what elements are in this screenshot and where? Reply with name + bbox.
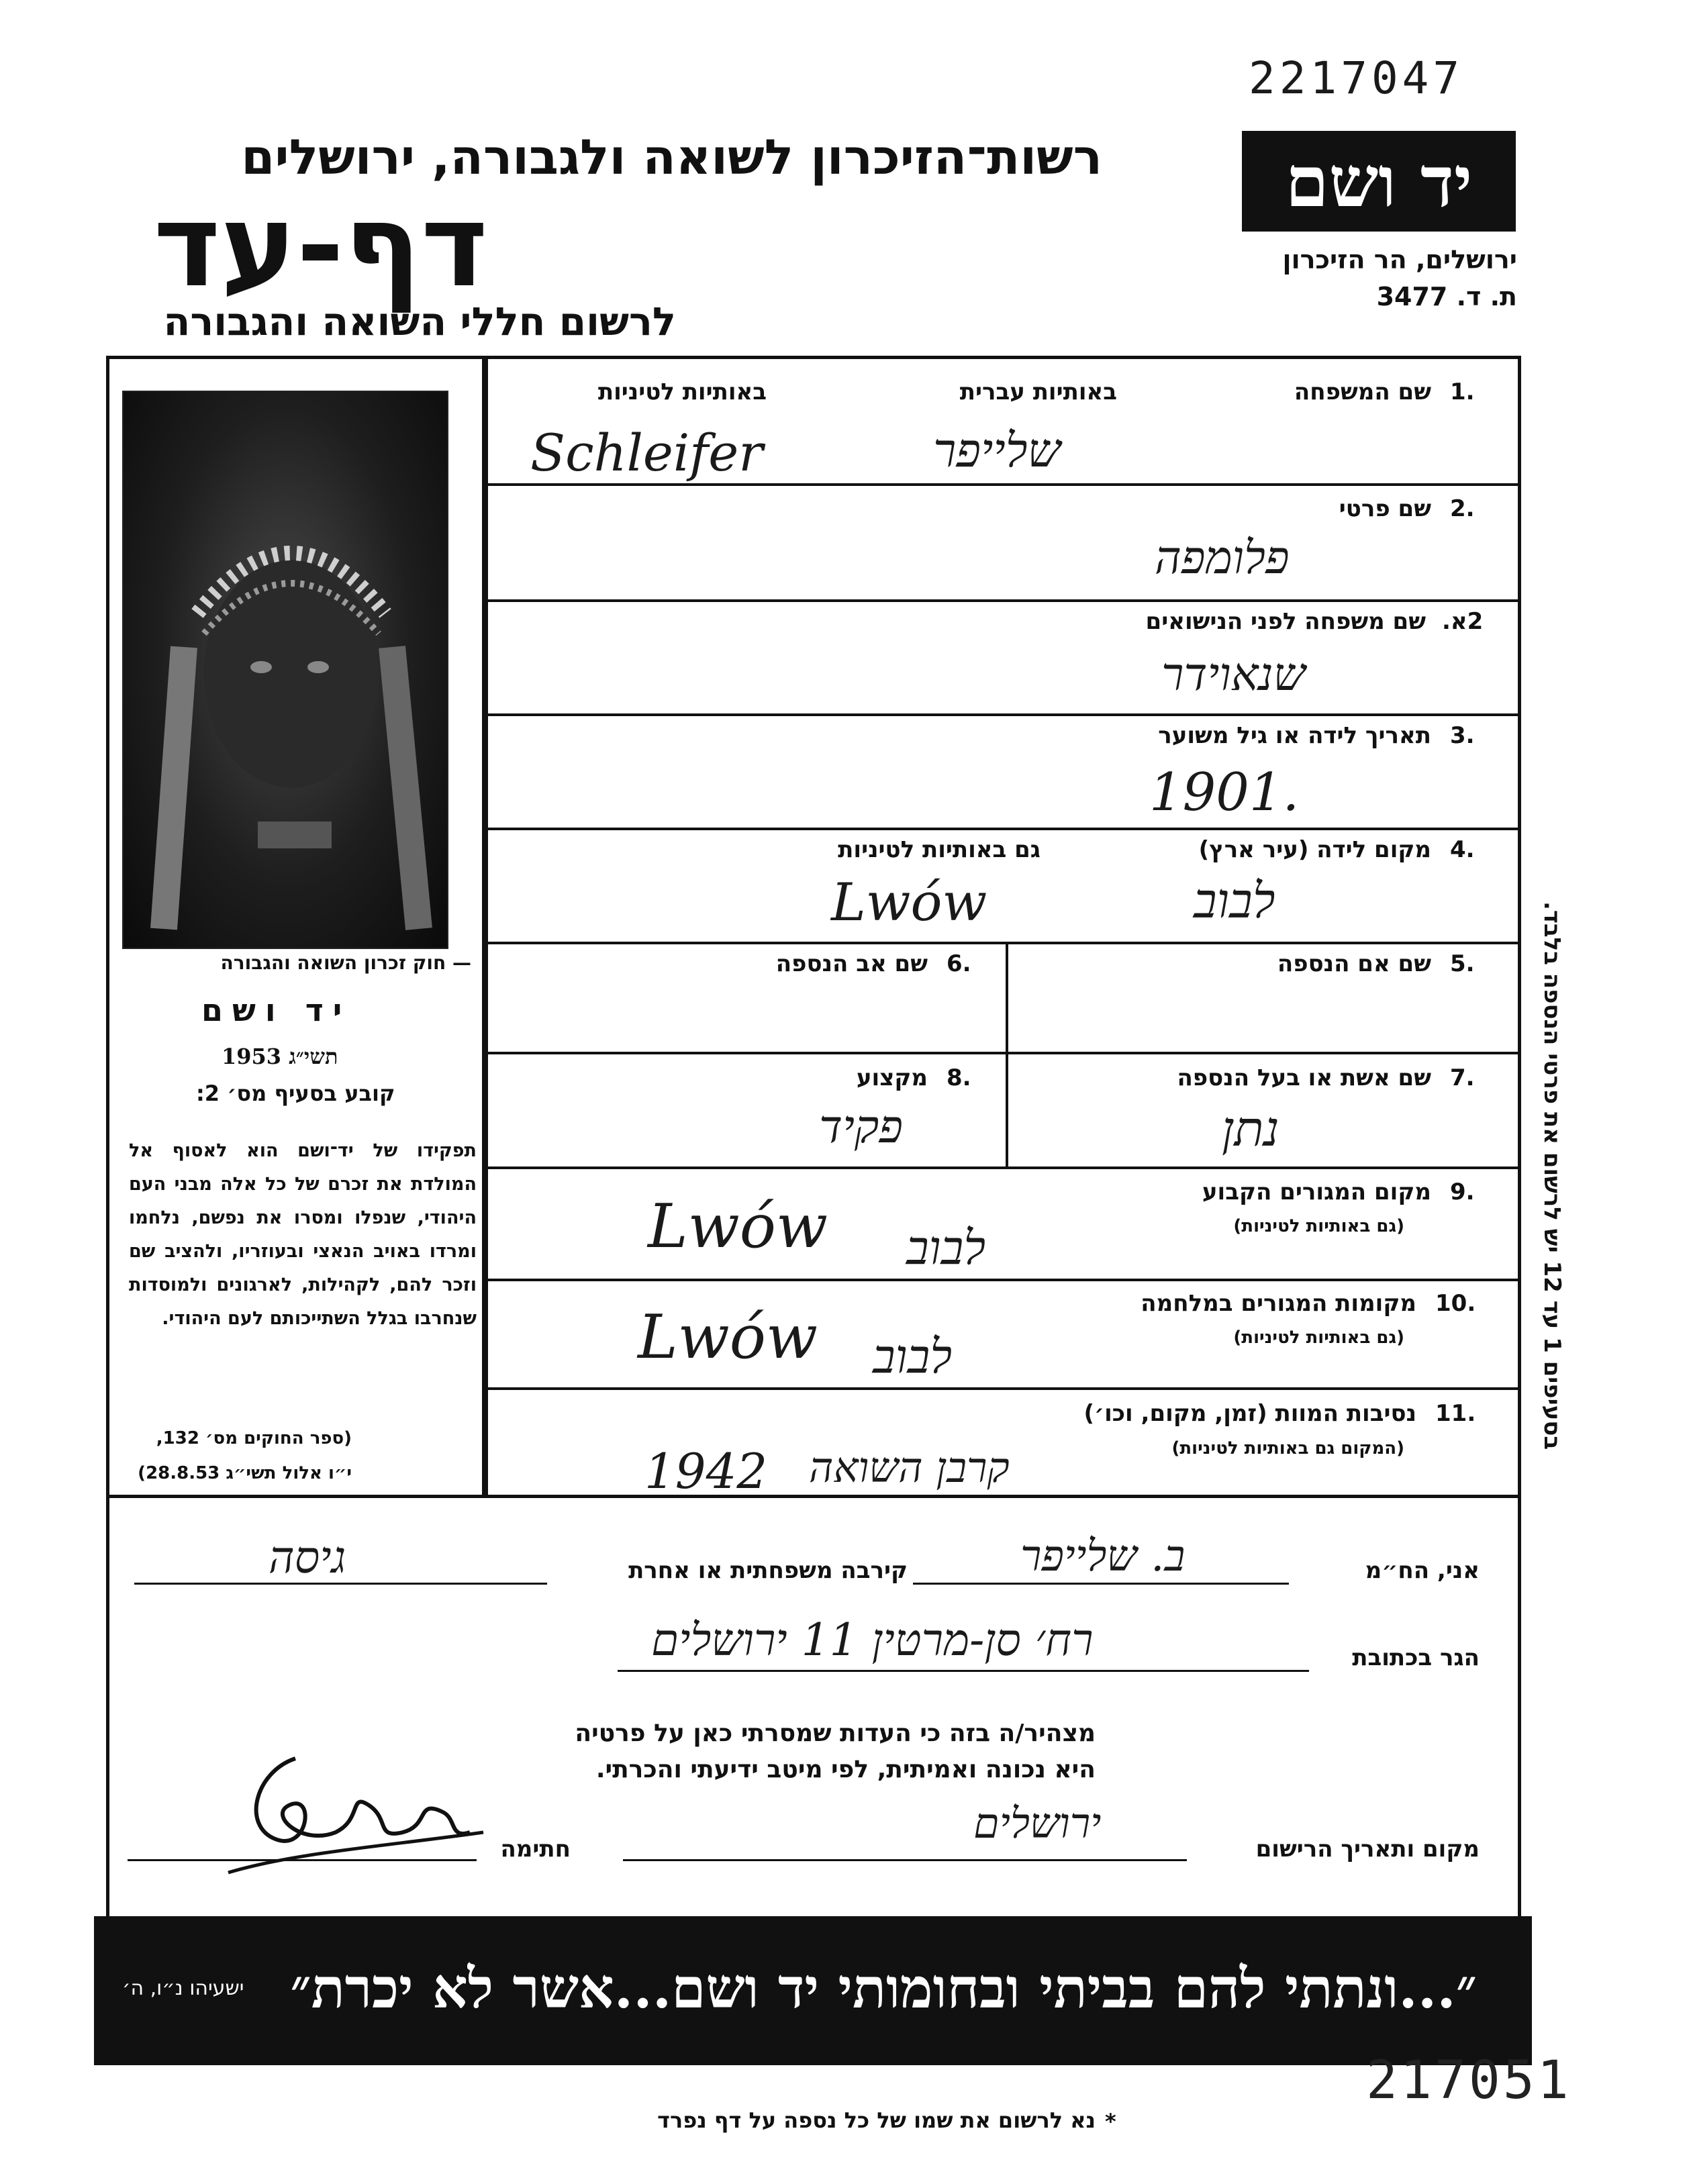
field-8-label: מקצוע — [856, 1064, 928, 1091]
side-note: בסעיפים 1 עד 12 יש לרשום את פרטי הנספה בלבד. — [1539, 901, 1565, 1450]
field-5-label: שם אם הנספה — [1277, 950, 1431, 977]
authority-heading: רשות־הזיכרון לשואה ולגבורה, ירושלים — [241, 129, 1102, 185]
declaration-line-2: היא נכונה ואמיתית, לפי מיטב ידיעתי והכרתי. — [595, 1756, 1096, 1783]
field-9-label: מקום המגורים הקבוע — [1202, 1179, 1431, 1205]
law-reference-1: (ספר החוקים מס׳ 132, — [156, 1428, 352, 1448]
logo-text: יד ושם — [1285, 140, 1473, 223]
declaration-line-1: מצהיר/ה בזה כי העדות שמסרתי כאן על פרטיה — [575, 1720, 1096, 1747]
banner-source: ישעיהו נ״ו, ה׳ — [122, 1977, 244, 2000]
field-10-hebrew-value: לבוב — [873, 1329, 953, 1384]
law-reference-2: י״ו אלול תשי״ג 28.8.53) — [138, 1463, 352, 1483]
field-7-number: 7. — [1450, 1064, 1475, 1091]
form-subtitle: לרשום חללי השואה והגבורה — [163, 299, 676, 344]
law-heading: — חוק זכרון השואה והגבורה — [220, 952, 471, 974]
field-6-number: 6. — [947, 950, 971, 977]
declarant-name-value: ב. שלייפר — [1020, 1532, 1186, 1581]
field-8-number: 8. — [947, 1064, 971, 1091]
field-10-latin-value: Lwów — [638, 1302, 818, 1373]
field-2-value: פלומפה — [1155, 532, 1290, 585]
footnote-asterisk: * — [1105, 2109, 1116, 2134]
registration-place-value: ירושלים — [973, 1799, 1102, 1848]
law-name: יד ושם — [201, 992, 352, 1028]
field-8-value: פקיד — [819, 1101, 903, 1154]
serial-number-top: 2217047 — [1249, 52, 1464, 104]
law-clause: קובע בסעיף מס׳ 2: — [196, 1081, 395, 1106]
field-1-latin-header: באותיות לטיניות — [597, 379, 767, 405]
banner-quote: ״...ונתתי להם בביתי ובחומותי יד ושם...אשר לא יכרת״ — [290, 1956, 1477, 2021]
field-3-value: 1901. — [1149, 762, 1300, 823]
field-2-label: שם פרטי — [1339, 495, 1431, 522]
field-2a-value: שנאוידר — [1161, 648, 1306, 701]
field-1-latin-value: Schleifer — [530, 423, 763, 483]
law-year: תשי״ג 1953 — [222, 1044, 338, 1069]
relation-value: גיסה — [269, 1532, 346, 1583]
field-1-number: 1. — [1450, 379, 1475, 405]
field-4-hebrew-value: לבוב — [1194, 873, 1275, 929]
field-4-latin-header: גם באותיות לטיניות — [838, 836, 1041, 863]
field-6-label: שם אב הנספה — [775, 950, 928, 977]
field-2-number: 2. — [1450, 495, 1475, 522]
field-9-hebrew-value: לבוב — [906, 1220, 986, 1275]
field-9-number: 9. — [1450, 1179, 1475, 1205]
field-10-number: 10. — [1435, 1290, 1476, 1317]
field-1-label: שם המשפחה — [1294, 379, 1431, 405]
registration-place-label: מקום ותאריך הרישום — [1255, 1836, 1480, 1863]
field-9-latin-value: Lwów — [648, 1191, 828, 1262]
footnote: נא לרשום את שמו של כל נספה על דף נפרד — [657, 2107, 1096, 2133]
field-10-label: מקומות המגורים במלחמה — [1141, 1290, 1416, 1317]
field-3-number: 3. — [1450, 722, 1475, 749]
field-11-circumstance-value: קרבן השואה — [809, 1443, 1010, 1492]
field-11-year-value: 1942 — [644, 1443, 768, 1499]
serial-number-bottom: 217051 — [1366, 2050, 1571, 2111]
form-title: דף-עד — [153, 180, 488, 313]
field-3-label: תאריך לידה או גיל משוער — [1158, 722, 1431, 749]
relation-label: קירבה משפחתית או אחרת — [628, 1557, 908, 1584]
logo-address: ירושלים, הר הזיכרון — [1282, 245, 1517, 275]
field-1-hebrew-header: באותיות עברית — [959, 379, 1117, 405]
signature-icon — [215, 1732, 497, 1886]
field-11-number: 11. — [1435, 1400, 1476, 1427]
field-2a-number: 2א. — [1442, 608, 1484, 635]
portrait-icon — [124, 392, 447, 948]
field-2a-label: שם משפחה לפני הנישואים — [1145, 608, 1426, 635]
declarant-name-label: אני, הח״מ — [1365, 1557, 1480, 1584]
field-11-label: נסיבות המוות (זמן, מקום, וכו׳) — [1083, 1400, 1416, 1427]
victim-photo — [122, 391, 448, 949]
field-4-label: מקום לידה (עיר ארץ) — [1198, 836, 1431, 863]
field-9-note: (גם באותיות לטיניות) — [1233, 1216, 1404, 1236]
field-4-latin-value: Lwów — [831, 873, 987, 933]
logo-pobox: ת. ד. 3477 — [1376, 282, 1517, 311]
address-label: הגר בכתובת — [1352, 1644, 1480, 1671]
signature-label: חתימה — [500, 1836, 571, 1863]
address-value: רח׳ סן-מרטין 11 ירושלים — [651, 1614, 1094, 1666]
field-10-note: (גם באותיות לטיניות) — [1233, 1328, 1404, 1348]
law-paragraph: תפקידו של יד־ושם הוא לאסוף אל המולדת את זכרם של כל אלה מבני העם היהודי, שנפלו ומסרו את נפשם, נלחמו ומרדו באויב הנאצי ובעוזריו, ולהציב שם וזכר להם, לקהילות, לארגונים ולמוסדות שנחרבו בגלל השתייכותם לעם היהודי. — [129, 1140, 477, 1329]
field-11-note: (המקום גם באותיות לטיניות) — [1171, 1438, 1404, 1458]
yad-vashem-logo — [1242, 131, 1516, 232]
field-5-number: 5. — [1450, 950, 1475, 977]
field-7-value: נתן — [1222, 1101, 1279, 1157]
field-7-label: שם אשת או בעל הנספה — [1177, 1064, 1431, 1091]
field-1-hebrew-value: שלייפר — [933, 423, 1061, 478]
field-4-number: 4. — [1450, 836, 1475, 863]
